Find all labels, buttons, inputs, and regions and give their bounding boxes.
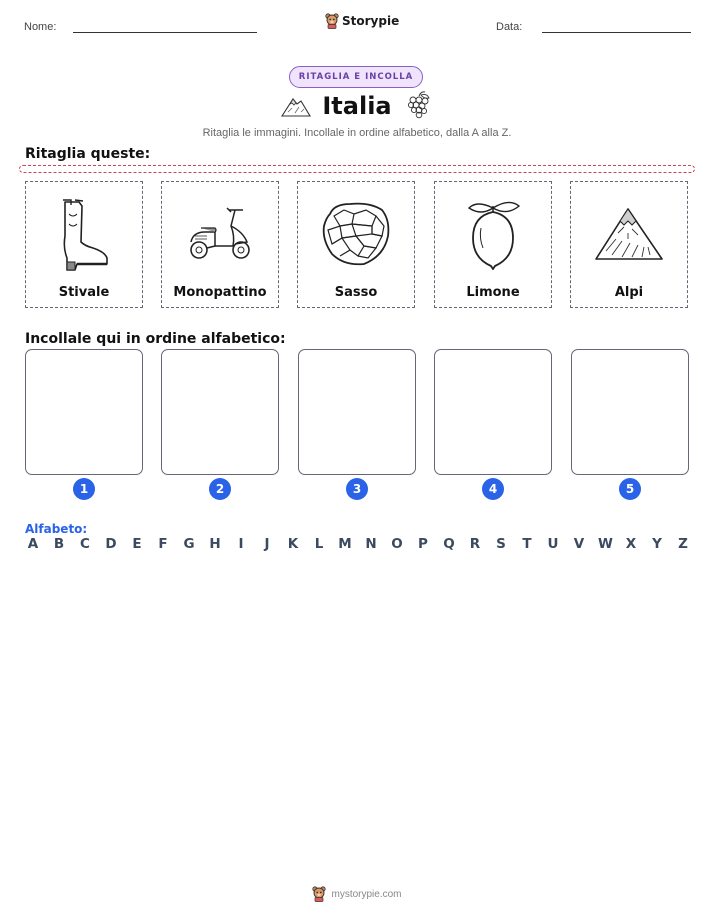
- alphabet-letter: I: [238, 536, 244, 552]
- alphabet-letter: N: [365, 536, 377, 552]
- brand-logo: [325, 13, 399, 29]
- paste-section-title: Incollale qui in ordine alfabetico:: [25, 331, 286, 347]
- paste-box-5[interactable]: [571, 349, 689, 475]
- instructions-text: Ritaglia le immagini. Incollale in ordine alfabetico, dalla A alla Z.: [202, 127, 512, 139]
- cutout-card-limone[interactable]: [434, 181, 552, 308]
- alphabet-letter: K: [287, 536, 299, 552]
- card-label: Sasso: [334, 285, 378, 300]
- number-badge-3: 3: [346, 478, 368, 500]
- alphabet-letter: Y: [652, 536, 662, 552]
- activity-badge: RITAGLIA E INCOLLA: [289, 66, 423, 88]
- paste-box-1[interactable]: [25, 349, 143, 475]
- grapes-icon: [405, 90, 433, 120]
- page-title: Italia: [322, 92, 392, 120]
- mountain-icon: [592, 203, 666, 265]
- paste-box-3[interactable]: [298, 349, 416, 475]
- cutout-card-stivale[interactable]: [25, 181, 143, 308]
- card-label: Limone: [466, 285, 520, 300]
- alphabet-letter: C: [80, 536, 90, 552]
- card-label: Alpi: [614, 285, 644, 300]
- alphabet-letter: Q: [443, 536, 455, 552]
- paste-box-4[interactable]: [434, 349, 552, 475]
- lemon-icon: [463, 198, 523, 270]
- alphabet-letter: U: [547, 536, 559, 552]
- boot-icon: [49, 196, 119, 272]
- cutout-card-monopattino[interactable]: [161, 181, 279, 308]
- name-line[interactable]: [73, 32, 257, 33]
- alphabet-letter: T: [522, 536, 532, 552]
- date-line[interactable]: [542, 32, 691, 33]
- scooter-icon: [185, 202, 255, 266]
- alphabet-letter: M: [338, 536, 352, 552]
- alphabet-letter: B: [53, 536, 65, 552]
- stone-icon: [320, 200, 392, 268]
- date-label: Data:: [496, 21, 523, 33]
- paste-box-2[interactable]: [161, 349, 279, 475]
- number-badge-1: 1: [73, 478, 95, 500]
- alphabet-letter: R: [469, 536, 481, 552]
- alphabet-letter: H: [209, 536, 221, 552]
- footer-url[interactable]: mystorypie.com: [331, 888, 402, 900]
- alphabet-letter: S: [496, 536, 506, 552]
- number-badge-4: 4: [482, 478, 504, 500]
- alphabet-letter: G: [183, 536, 195, 552]
- alphabet-letter: O: [391, 536, 403, 552]
- card-label: Stivale: [58, 285, 110, 300]
- bear-mascot-icon: [325, 13, 339, 29]
- cut-line: [19, 165, 695, 173]
- card-label: Monopattino: [173, 285, 267, 300]
- brand-name: Storypie: [342, 14, 400, 28]
- number-badge-5: 5: [619, 478, 641, 500]
- alphabet-row: [26, 536, 690, 552]
- alphabet-letter: L: [314, 536, 324, 552]
- footer: [0, 886, 714, 902]
- alphabet-letter: A: [27, 536, 39, 552]
- alphabet-letter: X: [625, 536, 637, 552]
- alphabet-letter: V: [573, 536, 585, 552]
- alphabet-letter: J: [264, 536, 270, 552]
- cutout-card-sasso[interactable]: [297, 181, 415, 308]
- cutout-card-alpi[interactable]: [570, 181, 688, 308]
- alphabet-letter: P: [418, 536, 428, 552]
- alphabet-letter: D: [105, 536, 117, 552]
- alphabet-title: Alfabeto:: [25, 522, 88, 536]
- cut-section-title: Ritaglia queste:: [25, 146, 151, 162]
- alphabet-letter: W: [598, 536, 613, 552]
- bear-mascot-icon: [312, 886, 326, 902]
- number-badge-2: 2: [209, 478, 231, 500]
- name-label: Nome:: [24, 21, 57, 33]
- alphabet-letter: E: [132, 536, 142, 552]
- alphabet-letter: Z: [678, 536, 688, 552]
- alphabet-letter: F: [158, 536, 168, 552]
